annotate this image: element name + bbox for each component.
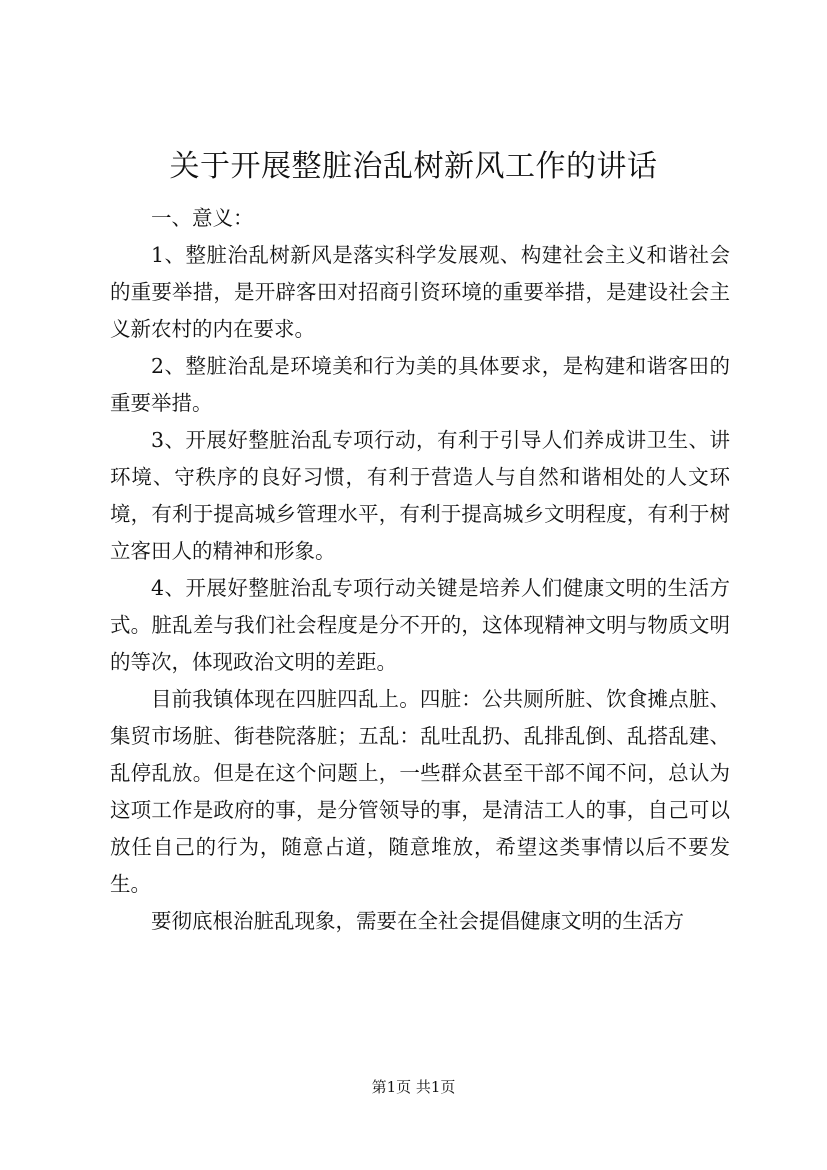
paragraph-point-3: 3、开展好整脏治乱专项行动，有利于引导人们养成讲卫生、讲环境、守秩序的良好习惯，有利于营造人与自然和谐相处的人文环境，有利于提高城乡管理水平，有利于提高城乡文明程度，有利于树立客田人的精神和形象。 — [110, 428, 730, 563]
document-title: 关于开展整脏治乱树新风工作的讲话 — [169, 149, 658, 184]
paragraph-current-situation: 目前我镇体现在四脏四乱上。四脏：公共厕所脏、饮食摊点脏、集贸市场脏、街巷院落脏；五乱：乱吐乱扔、乱排乱倒、乱搭乱建、乱停乱放。但是在这个问题上，一些群众甚至干部不闻不问，总认为这项工作是政府的事，是分管领导的事，是清洁工人的事，自己可以放任自己的行为，随意占道，随意堆放，希望这类事情以后不要发生。 — [110, 687, 730, 896]
document-body — [110, 200, 730, 940]
paragraph-point-4: 4、开展好整脏治乱专项行动关键是培养人们健康文明的生活方式。脏乱差与我们社会程度是分不开的，这体现精神文明与物质文明的等次，体现政治文明的差距。 — [110, 576, 730, 674]
paragraph-point-2: 2、整脏治乱是环境美和行为美的具体要求，是构建和谐客田的重要举措。 — [110, 354, 730, 415]
page-footer: 第1页 共1页 — [371, 1078, 456, 1096]
section-heading-significance: 一、意义： — [151, 206, 254, 230]
paragraph-point-1: 1、整脏治乱树新风是落实科学发展观、构建社会主义和谐社会的重要举措，是开辟客田对招商引资环境的重要举措，是建设社会主义新农村的内在要求。 — [110, 243, 730, 341]
paragraph-remedy: 要彻底根治脏乱现象，需要在全社会提倡健康文明的生活方 — [151, 909, 684, 933]
